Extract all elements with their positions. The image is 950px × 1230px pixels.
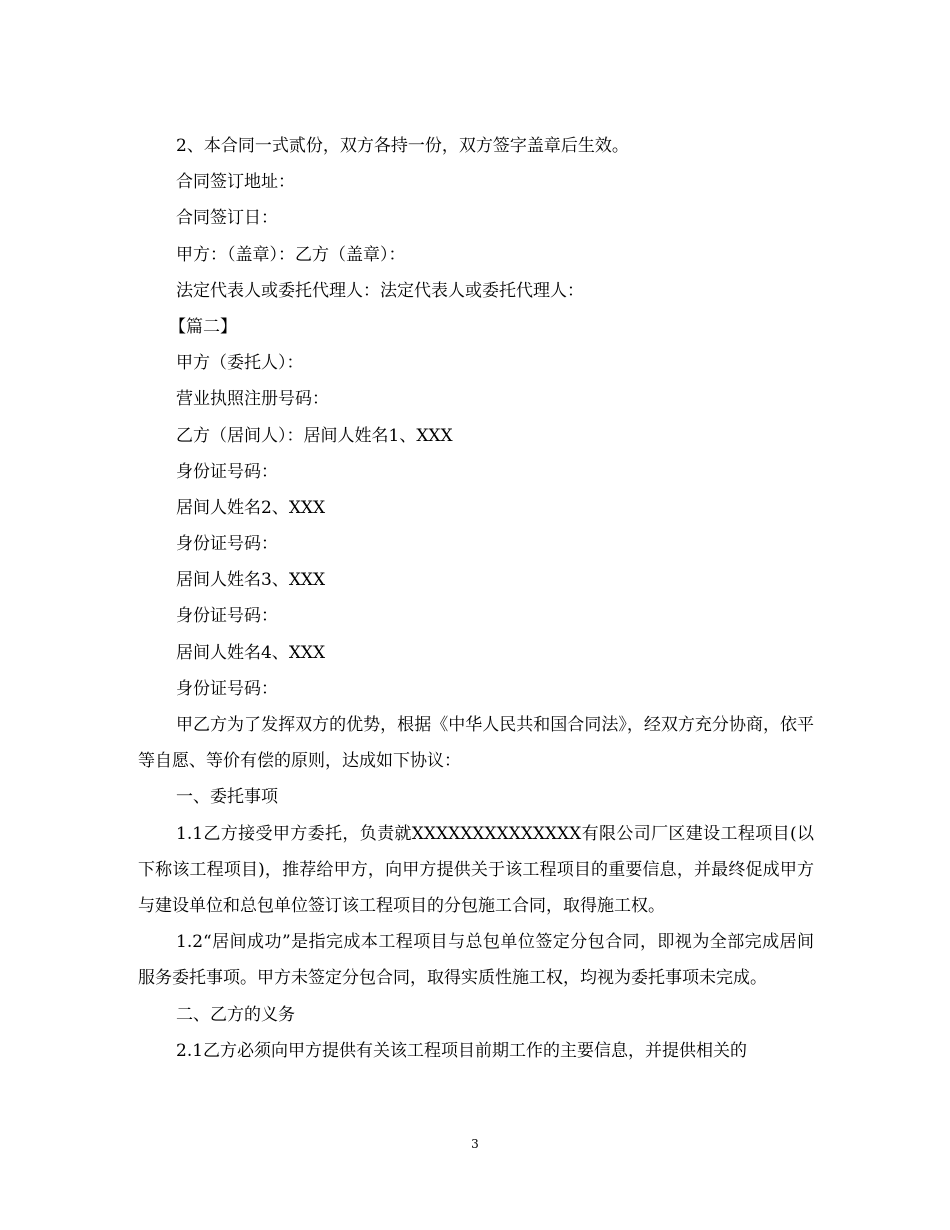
clause-1-2: 1.2“居间成功”是指完成本工程项目与总包单位签定分包合同，即视为全部完成居间服务委托事项。甲方未签定分包合同，取得实质性施工权，均视为委托事项未完成。 — [138, 932, 814, 989]
representative-line: 法定代表人或委托代理人：法定代表人或委托代理人： — [176, 280, 584, 301]
id-number-label: 身份证号码： — [176, 534, 278, 555]
clause-1-1: 1.1乙方接受甲方委托，负责就XXXXXXXXXXXXXX有限公司厂区建设工程项目(以下称该工程项目)，推荐给甲方，向甲方提供关于该工程项目的重要信息，并最终促成甲方与建设单位和总包单位签订该工程项目的分包施工合同，取得施工权。 — [138, 823, 814, 917]
section-title-obligations: 二、乙方的义务 — [176, 1004, 295, 1025]
intermediary-name: 居间人姓名2、XXX — [176, 497, 326, 518]
intermediary-name: 居间人姓名3、XXX — [176, 570, 326, 591]
id-number-label: 身份证号码： — [176, 606, 278, 627]
id-number-label: 身份证号码： — [176, 678, 278, 699]
party-a-label: 甲方（委托人）： — [176, 353, 304, 374]
clause-2-1: 2.1乙方必须向甲方提供有关该工程项目前期工作的主要信息，并提供相关的 — [176, 1040, 748, 1061]
section-heading: 【篇二】 — [169, 316, 237, 337]
page-number: 3 — [471, 1137, 479, 1151]
id-number-label: 身份证号码： — [176, 461, 278, 482]
intermediary-name: 居间人姓名4、XXX — [176, 642, 326, 663]
agreement-preamble: 甲乙方为了发挥双方的优势，根据《中华人民共和国合同法》，经双方充分协商，依平等自愿、等价有偿的原则，达成如下协议： — [138, 715, 814, 772]
license-number-label: 营业执照注册号码： — [176, 389, 329, 410]
signing-date-label: 合同签订日： — [176, 208, 278, 229]
document-body — [138, 128, 814, 1069]
party-b-label: 乙方（居间人）：居间人姓名1、XXX — [176, 425, 453, 446]
party-seal-line: 甲方：（盖章）：乙方（盖章）： — [176, 244, 406, 265]
clause-copies: 2、本合同一式贰份，双方各持一份，双方签字盖章后生效。 — [176, 136, 629, 156]
section-title-commission: 一、委托事项 — [176, 787, 278, 808]
signing-address-label: 合同签订地址： — [176, 172, 295, 193]
